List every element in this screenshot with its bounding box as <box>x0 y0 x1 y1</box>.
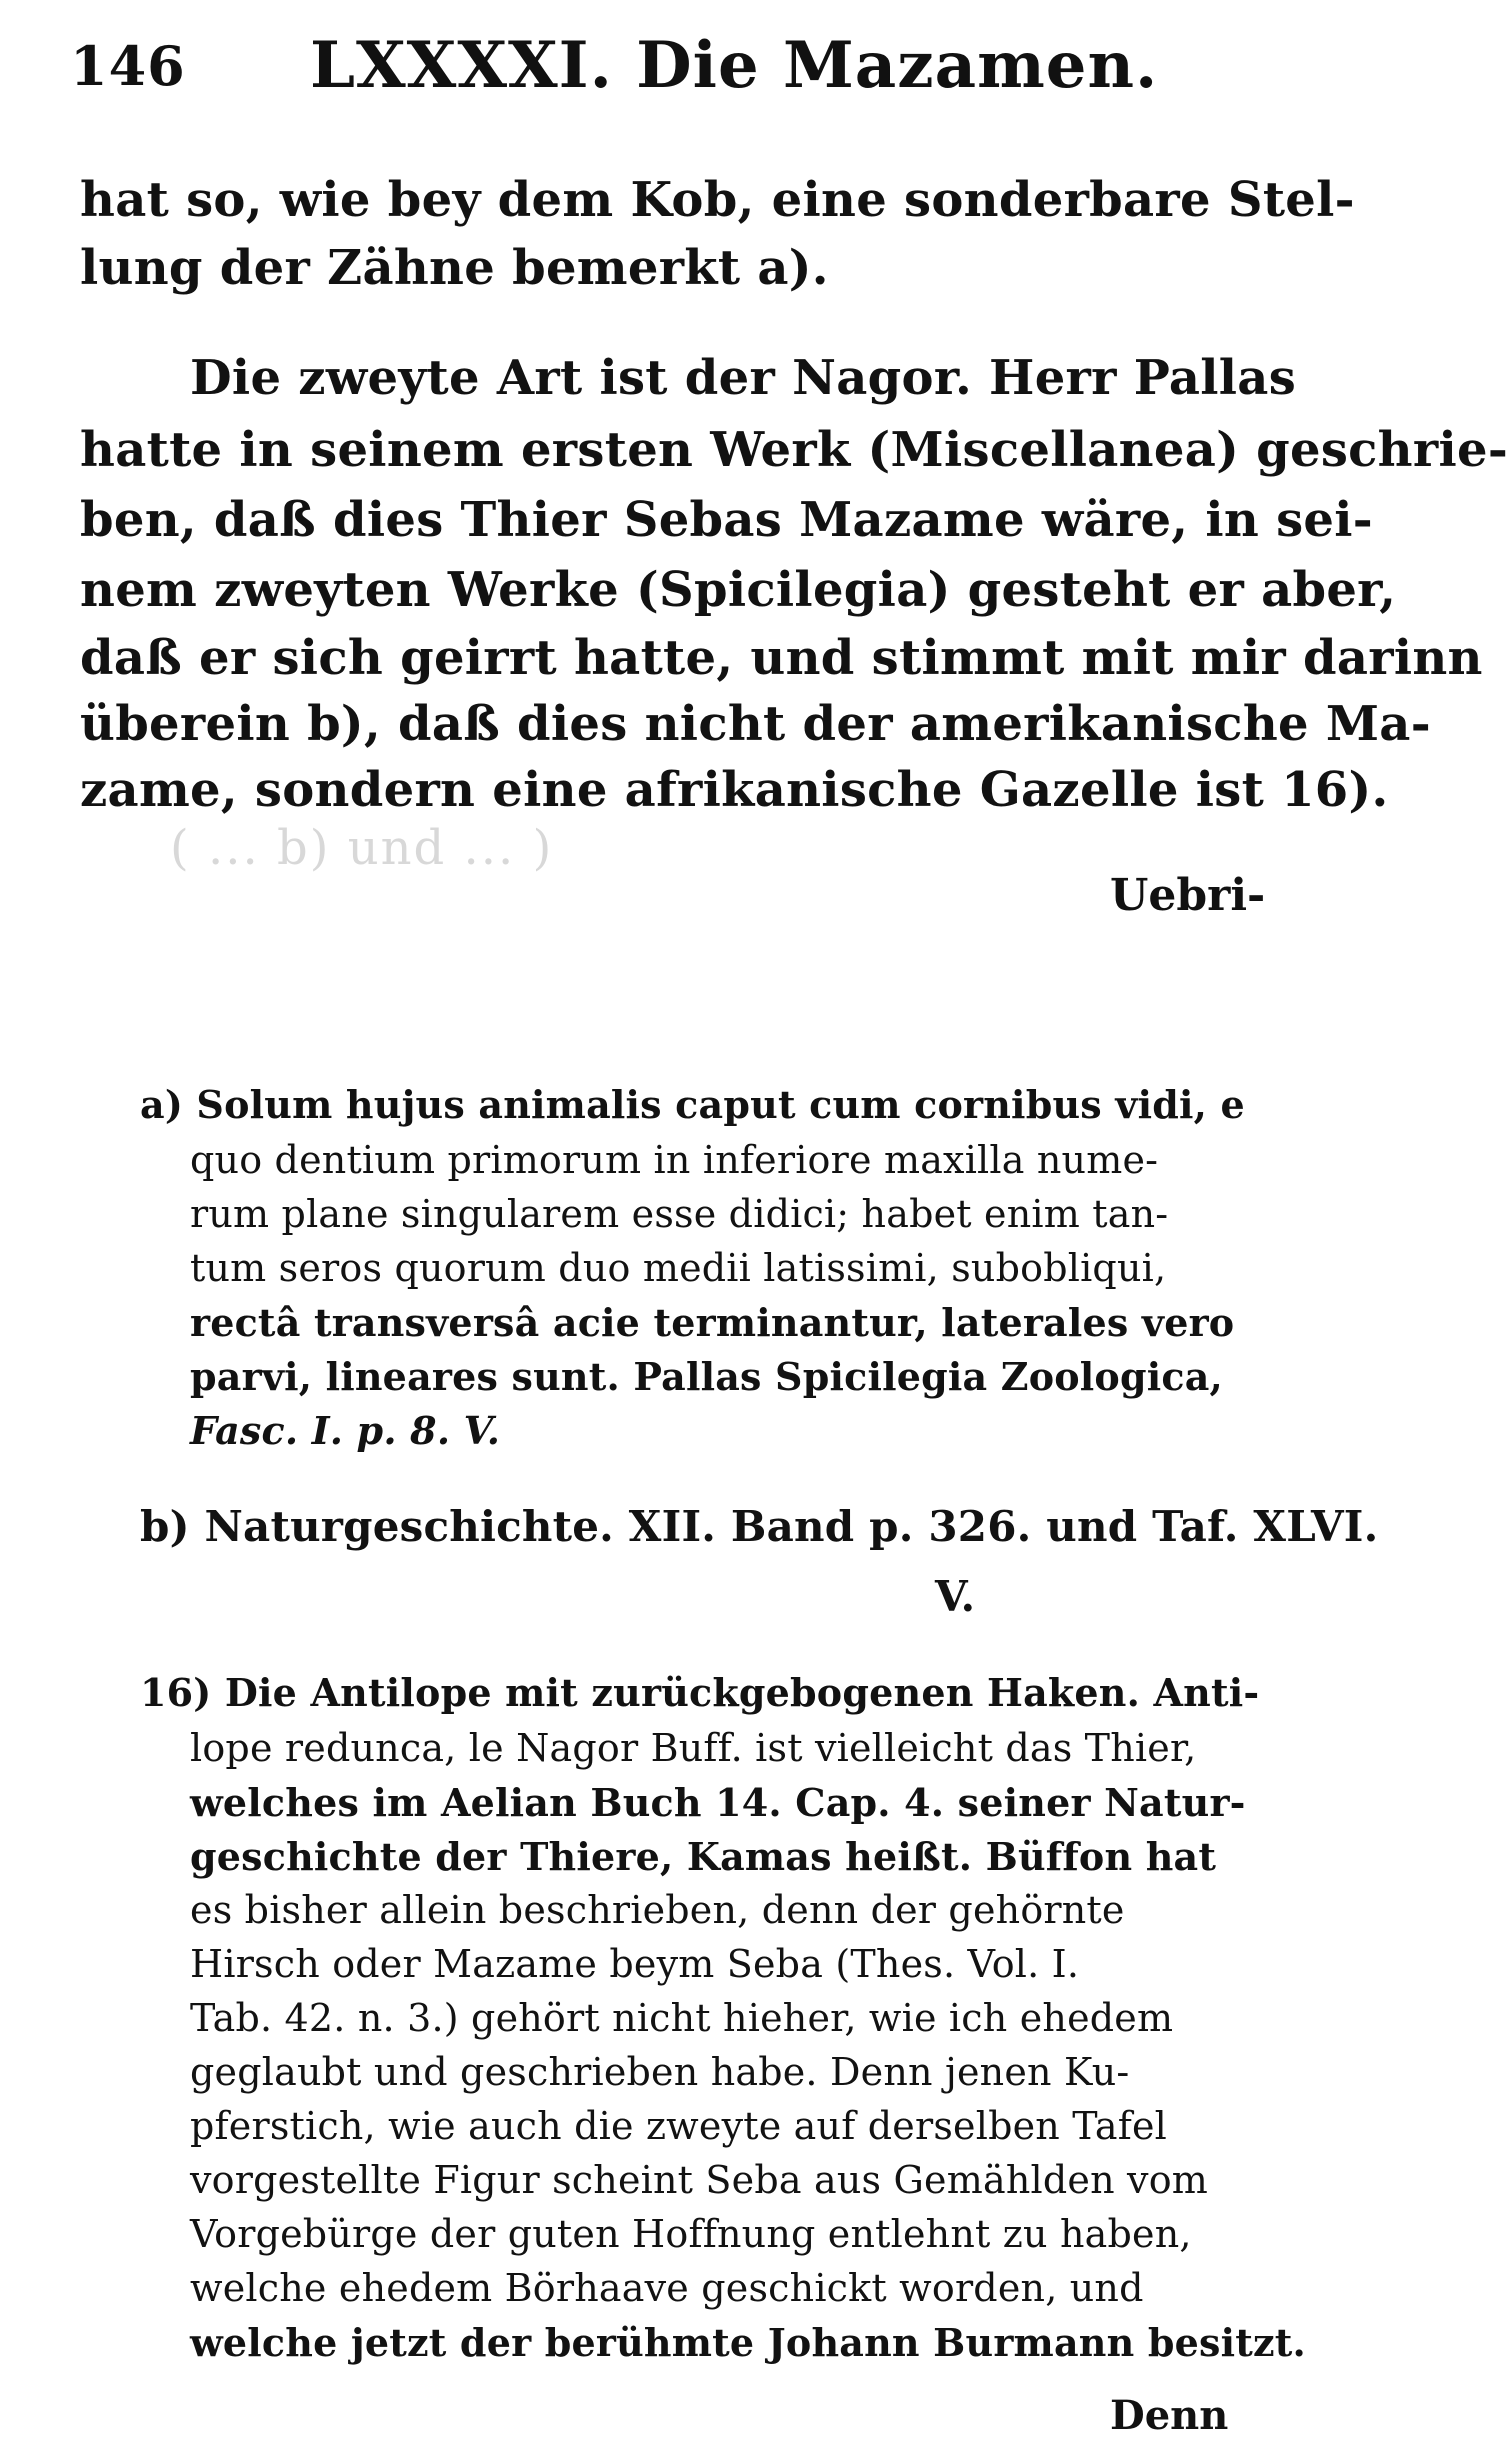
footnote-b-signature: V. <box>935 1572 976 1621</box>
footnote-b-line: b) Naturgeschichte. XII. Band p. 326. und Taf. XLVI. <box>140 1502 1379 1551</box>
footnote-a-line: Fasc. I. p. 8. V. <box>190 1408 501 1453</box>
footnote-16-line: pferstich, wie auch die zweyte auf derselben Tafel <box>190 2104 1167 2148</box>
catchword-bottom: Denn <box>1110 2392 1229 2439</box>
footnote-a-line: tum seros quorum duo medii latissimi, subobliqui, <box>190 1246 1167 1290</box>
footnote-a-line: parvi, lineares sunt. Pallas Spicilegia Zoologica, <box>190 1354 1223 1399</box>
body-line: Die zweyte Art ist der Nagor. Herr Pallas <box>190 350 1297 406</box>
page-header <box>70 28 1210 108</box>
footnote-a-line: rectâ transversâ acie terminantur, laterales vero <box>190 1300 1235 1345</box>
footnote-16-line: Tab. 42. n. 3.) gehört nicht hieher, wie ich ehedem <box>190 1996 1174 2040</box>
footnote-16-line: Vorgebürge der guten Hoffnung entlehnt zu haben, <box>190 2212 1192 2256</box>
footnote-16-line: lope redunca, le Nagor Buff. ist vielleicht das Thier, <box>190 1726 1197 1770</box>
body-line: nem zweyten Werke (Spicilegia) gesteht er aber, <box>80 562 1397 618</box>
footnote-a-line: rum plane singularem esse didici; habet enim tan- <box>190 1192 1169 1236</box>
footnote-16-line: welche jetzt der berühmte Johann Burmann besitzt. <box>190 2320 1306 2365</box>
footnote-16-line: vorgestellte Figur scheint Seba aus Gemählden vom <box>190 2158 1209 2202</box>
footnote-16-line: Hirsch oder Mazame beym Seba (Thes. Vol. I. <box>190 1942 1080 1986</box>
body-line: ben, daß dies Thier Sebas Mazame wäre, in sei- <box>80 492 1373 548</box>
footnote-16-line: geschichte der Thiere, Kamas heißt. Büffon hat <box>190 1834 1217 1879</box>
catchword-top: Uebri- <box>1110 870 1266 921</box>
footnote-16-line: es bisher allein beschrieben, denn der gehörnte <box>190 1888 1125 1932</box>
body-line: hatte in seinem ersten Werk (Miscellanea) geschrie- <box>80 422 1508 478</box>
body-line: zame, sondern eine afrikanische Gazelle ist 16). <box>80 762 1389 818</box>
body-line: hat so, wie bey dem Kob, eine sonderbare Stel- <box>80 172 1355 228</box>
footnote-16-line: 16) Die Antilope mit zurückgebogenen Haken. Anti- <box>140 1670 1260 1715</box>
body-line: lung der Zähne bemerkt a). <box>80 240 829 296</box>
footnote-a-line: quo dentium primorum in inferiore maxilla nume- <box>190 1138 1159 1182</box>
running-title: LXXXXI. Die Mazamen. <box>310 28 1159 103</box>
footnote-16-line: geglaubt und geschrieben habe. Denn jenen Ku- <box>190 2050 1130 2094</box>
footnote-a-line: a) Solum hujus animalis caput cum cornibus vidi, e <box>140 1082 1245 1127</box>
footnote-16-line: welche ehedem Börhaave geschickt worden, und <box>190 2266 1144 2310</box>
show-through-text: ( ... b) und ... ) <box>170 820 554 876</box>
body-line: überein b), daß dies nicht der amerikanische Ma- <box>80 696 1431 752</box>
body-line: daß er sich geirrt hatte, und stimmt mit mir darinn <box>80 630 1483 686</box>
footnote-16-line: welches im Aelian Buch 14. Cap. 4. seiner Natur- <box>190 1780 1246 1825</box>
page-number: 146 <box>70 34 186 98</box>
